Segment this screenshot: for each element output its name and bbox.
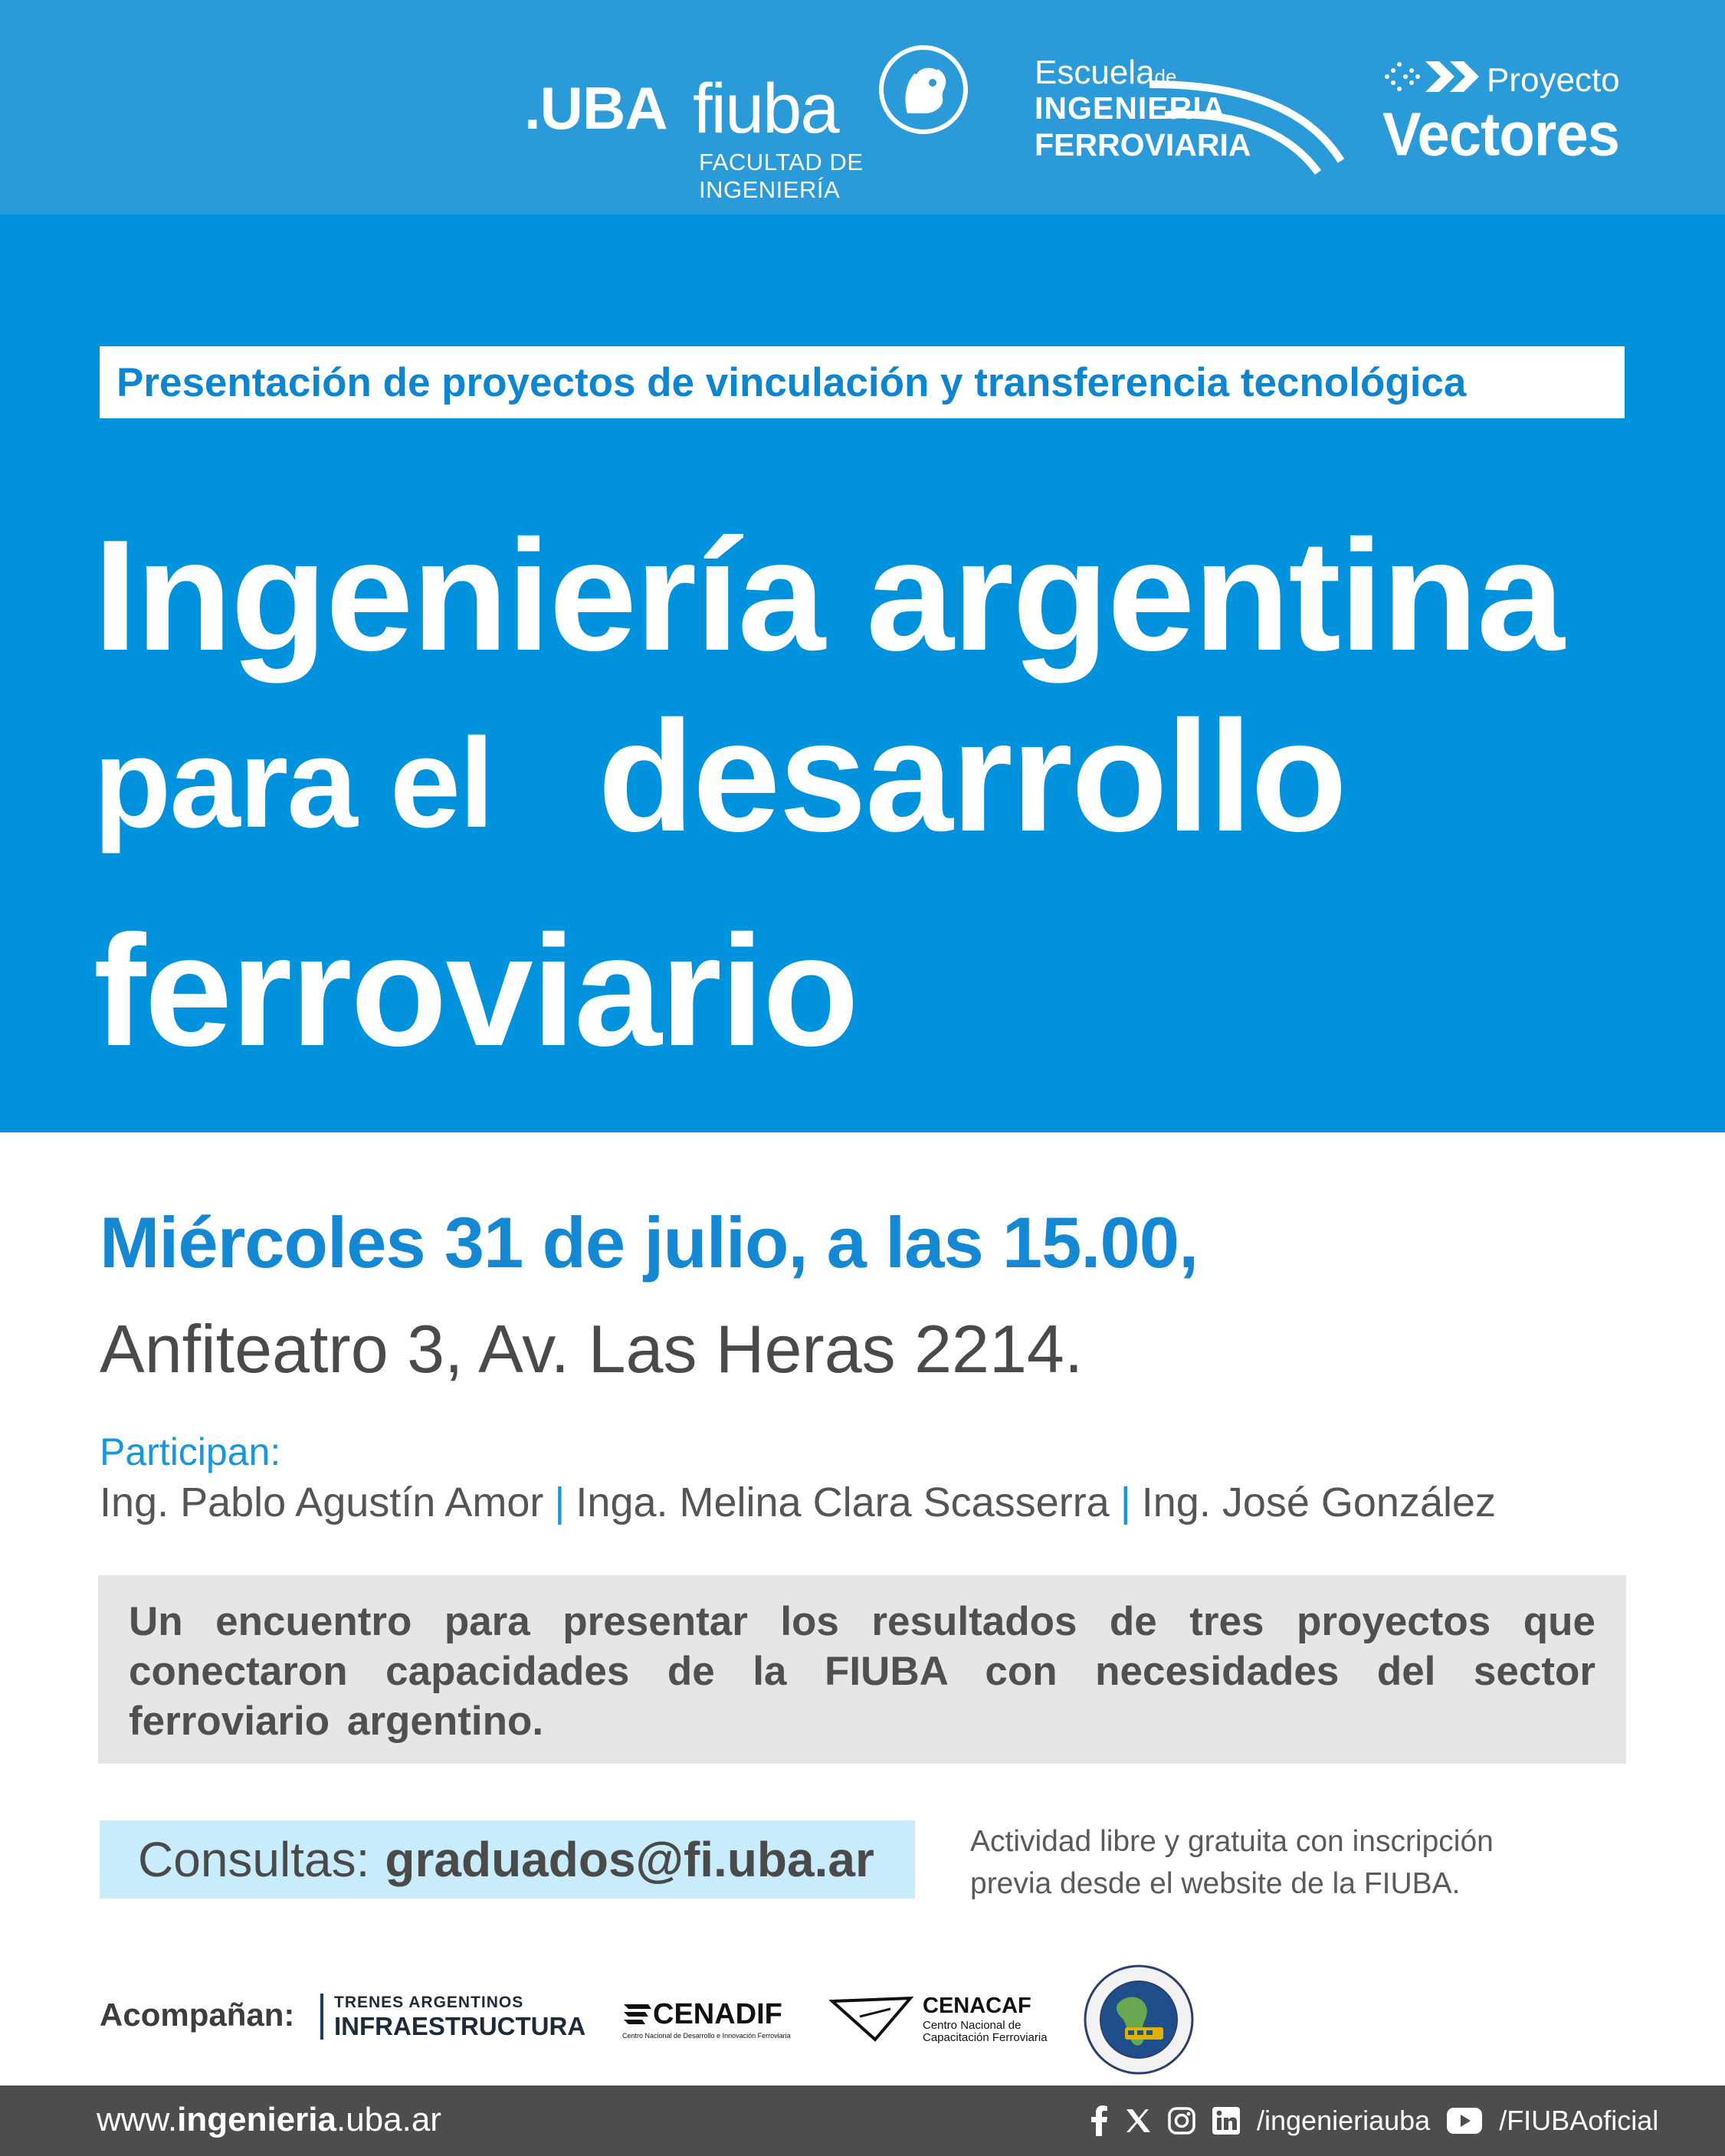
- cenacaf-logo: [829, 1992, 1059, 2046]
- instagram-icon[interactable]: [1168, 2107, 1195, 2135]
- trenes-argentinos-logo: [320, 1994, 592, 2040]
- title-line-1: Ingeniería argentina: [93, 507, 1563, 683]
- fiuba-subtitle: FACULTAD DE INGENIERÍA: [699, 149, 864, 203]
- ferroviaria-word: FERROVIARIA: [1035, 127, 1251, 162]
- contact-box: [100, 1820, 915, 1899]
- description-text: Un encuentro para presentar los resultados de tres proyectos que conectaron capacidades de la FIUBA con necesidades del sector ferroviario argentino.: [129, 1599, 1595, 1744]
- title-line-2b: desarrollo: [598, 688, 1346, 864]
- alaf-seal-icon: [1082, 1963, 1195, 2076]
- uba-wordmark: .UBA: [524, 74, 667, 142]
- minerva-head-icon: [877, 43, 970, 136]
- proyecto-vectores-logo: [1379, 55, 1625, 178]
- x-icon[interactable]: [1125, 2108, 1151, 2134]
- facebook-icon[interactable]: [1091, 2105, 1108, 2136]
- participants-list: [100, 1479, 1496, 1526]
- cenacaf-name: CENACAF: [923, 1994, 1031, 2018]
- cenadif-subtitle: Centro Nacional de Desarrollo e Innovación Ferroviaria: [622, 2032, 791, 2040]
- description-box: [98, 1575, 1626, 1764]
- participant-name: Inga. Melina Clara Scasserra: [576, 1479, 1110, 1525]
- url-suffix: .uba.ar: [336, 2101, 441, 2138]
- social-links: [1091, 2099, 1658, 2142]
- trenes-line-2: INFRAESTRUCTURA: [334, 2012, 586, 2040]
- contact-email-link[interactable]: graduados@fi.uba.ar: [385, 1832, 874, 1887]
- cenadif-mark-icon: [622, 2001, 653, 2026]
- trenes-line-1: TRENES ARGENTINOS: [334, 1994, 524, 2011]
- cenacaf-mark-icon: [829, 1995, 913, 2043]
- vectores-word: Vectores: [1382, 100, 1619, 169]
- participant-name: Ing. Pablo Agustín Amor: [100, 1479, 544, 1525]
- footer-bar: [0, 2086, 1725, 2156]
- participant-name: Ing. José González: [1141, 1479, 1497, 1525]
- participants-label: Participan:: [100, 1430, 281, 1473]
- cenacaf-subtitle-2: Capacitación Ferroviaria: [923, 2031, 1048, 2044]
- hero-subtitle: Presentación de proyectos de vinculación y transferencia tecnológica: [100, 346, 1625, 418]
- youtube-icon[interactable]: [1447, 2108, 1482, 2134]
- url-prefix: www.: [97, 2101, 178, 2138]
- cenadif-logo: [622, 1998, 799, 2044]
- linkedin-icon[interactable]: [1212, 2107, 1240, 2135]
- escuela-ingenieria-ferroviaria-logo: [1035, 54, 1349, 176]
- cenadif-name: CENADIF: [653, 1998, 782, 2030]
- handle-ingenieriauba[interactable]: /ingenieriauba: [1257, 2105, 1431, 2136]
- registration-note: Actividad libre y gratuita con inscripción previa desde el website de la FIUBA.: [970, 1825, 1494, 1900]
- contact-label: Consultas:: [138, 1832, 370, 1887]
- event-date: Miércoles 31 de julio, a las 15.00,: [100, 1202, 1199, 1283]
- escuela-word: Escuela: [1035, 54, 1155, 91]
- de-word: de: [1154, 65, 1177, 88]
- sponsors-label: Acompañan:: [100, 1997, 295, 2033]
- chevrons-right-icon: [1382, 58, 1481, 95]
- proyecto-word: Proyecto: [1487, 61, 1620, 99]
- fiuba-wordmark: fiuba: [693, 70, 838, 148]
- uba-fiuba-logo: [524, 43, 984, 203]
- participant-separator: |: [554, 1479, 566, 1525]
- cenacaf-subtitle-1: Centro Nacional de: [923, 2019, 1022, 2032]
- ingenieria-word: INGENIERIA: [1035, 90, 1226, 126]
- participant-separator: |: [1120, 1479, 1131, 1525]
- website-link[interactable]: [97, 2101, 441, 2139]
- event-venue: Anfiteatro 3, Av. Las Heras 2214.: [100, 1311, 1084, 1387]
- url-domain: ingenieria: [177, 2101, 336, 2138]
- hero-panel: [0, 215, 1725, 1132]
- title-line-3: ferroviario: [93, 903, 858, 1079]
- header-bar: [0, 0, 1725, 215]
- handle-fiubaoficial[interactable]: /FIUBAoficial: [1499, 2105, 1659, 2136]
- title-line-2a: para el: [93, 713, 494, 854]
